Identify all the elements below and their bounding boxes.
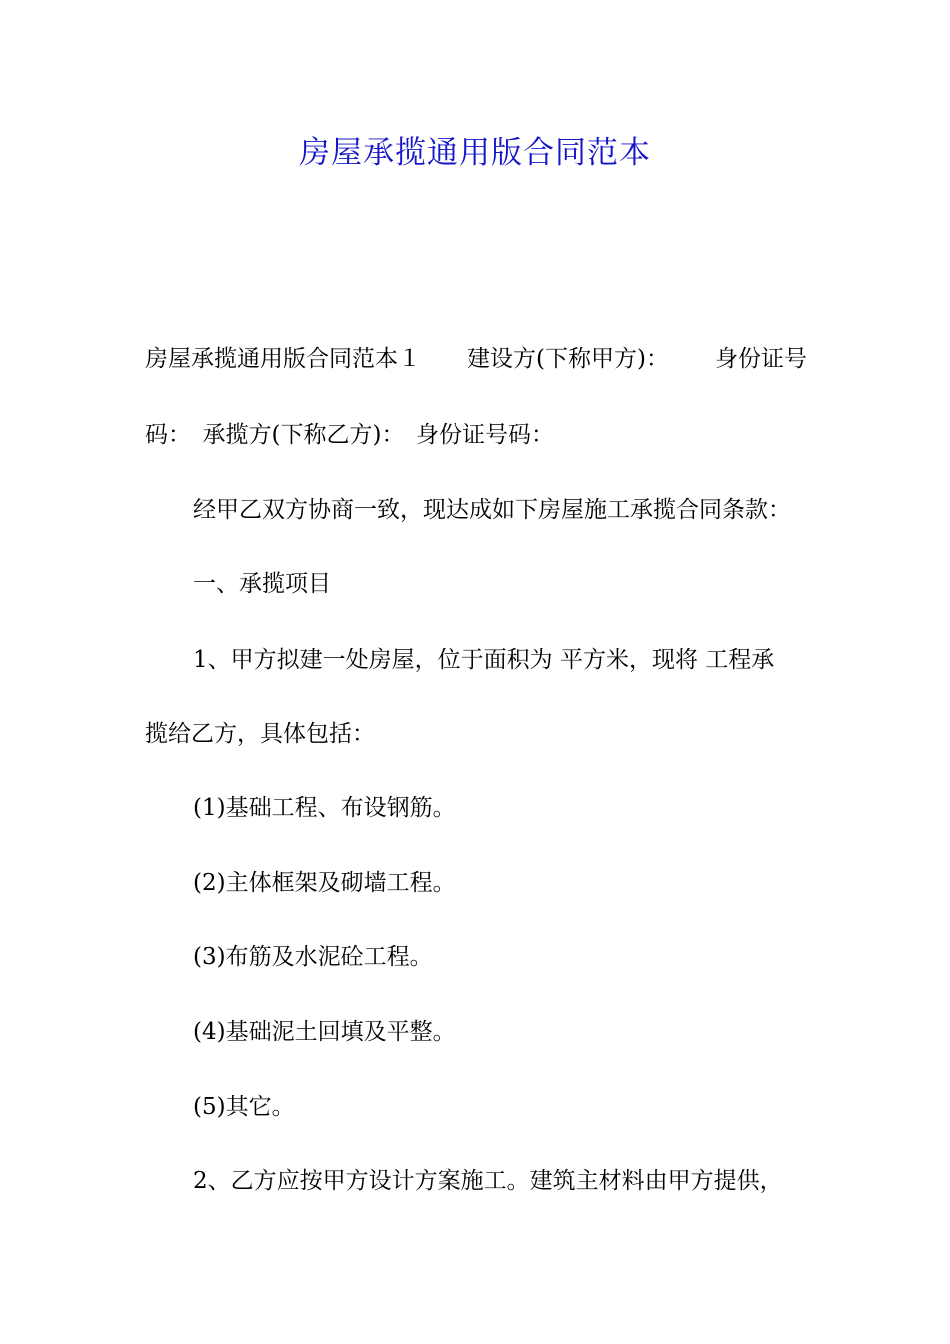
list-item: (5)其它。 — [193, 1094, 295, 1120]
header-line-part3: 身份证号 — [714, 346, 807, 372]
list-item: (3)布筋及水泥砼工程。 — [193, 944, 433, 970]
header-line — [145, 339, 807, 379]
clause1-line1: 1、甲方拟建一处房屋，位于面积为 平方米，现将 工程承 — [193, 647, 775, 673]
list-item: (2)主体框架及砌墙工程。 — [193, 870, 456, 896]
document-title: 房屋承揽通用版合同范本 — [299, 135, 651, 171]
header-line-part2: 建设方(下称甲方)： — [467, 346, 669, 372]
clause1-line2: 揽给乙方，具体包括： — [145, 721, 375, 747]
parties-line: 码： 承揽方(下称乙方)： 身份证号码： — [145, 422, 554, 448]
list-item: (1)基础工程、布设钢筋。 — [193, 795, 456, 821]
section-heading: 一、承揽项目 — [193, 571, 331, 597]
list-item: (4)基础泥土回填及平整。 — [193, 1019, 456, 1045]
clause2-line1: 2、乙方应按甲方设计方案施工。建筑主材料由甲方提供， — [193, 1168, 783, 1194]
intro-paragraph: 经甲乙双方协商一致，现达成如下房屋施工承揽合同条款： — [193, 497, 791, 523]
header-line-part1: 房屋承揽通用版合同范本１ — [145, 346, 421, 372]
